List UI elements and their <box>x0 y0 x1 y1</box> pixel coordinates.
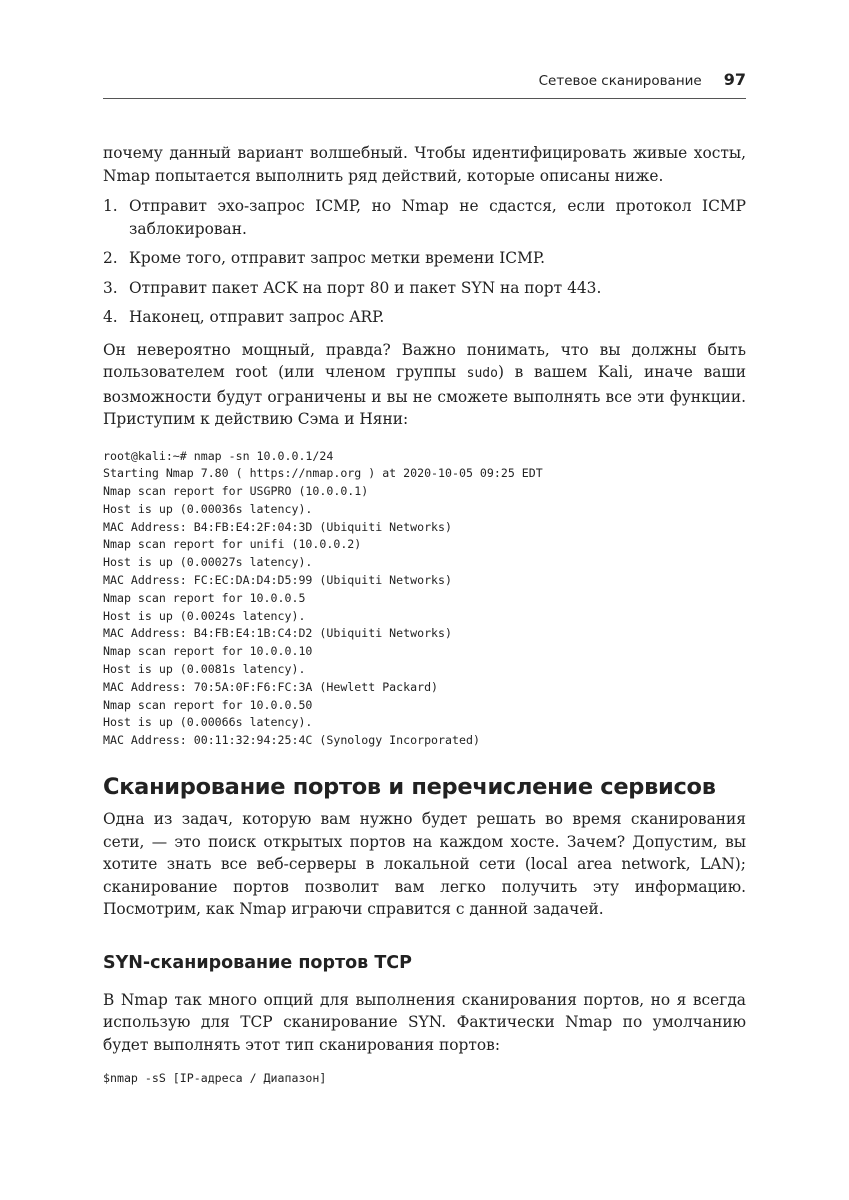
code-line: Nmap scan report for unifi (10.0.0.2) <box>103 537 362 552</box>
list-item-number: 1. <box>103 197 118 215</box>
body-paragraph <box>103 339 746 431</box>
code-line: Nmap scan report for 10.0.0.5 <box>103 590 306 605</box>
list-item <box>103 306 746 329</box>
paragraph-text: ) в вашем Kali, иначе ваши возможности будут ограничены и вы не сможете выполнять все эти функции. Приступим к действию Сэма и Няни: <box>103 363 746 428</box>
list-item-text: Кроме того, отправит запрос метки времени ICMP. <box>129 249 545 267</box>
subsection-paragraph: В Nmap так много опций для выполнения сканирования портов, но я всегда использую для TCP сканирование SYN. Фактически Nmap по умолчанию будет выполнять этот тип сканирования портов: <box>103 990 746 1054</box>
list-item <box>103 247 746 270</box>
list-item-number: 4. <box>103 308 118 326</box>
code-line: MAC Address: 00:11:32:94:25:4C (Synology Incorporated) <box>103 733 480 748</box>
code-line: MAC Address: B4:FB:E4:2F:04:3D (Ubiquiti Networks) <box>103 519 453 534</box>
subsection-heading: SYN-сканирование портов TCP <box>103 952 412 973</box>
code-line: root@kali:~# nmap -sn 10.0.0.1/24 <box>103 448 334 463</box>
list-item <box>103 195 746 240</box>
running-header-section: Сетевое сканирование <box>538 73 702 89</box>
code-line: Starting Nmap 7.80 ( https://nmap.org ) at 2020-10-05 09:25 EDT <box>103 466 543 481</box>
page-number: 97 <box>723 70 746 89</box>
code-line: Nmap scan report for USGPRO (10.0.0.1) <box>103 484 369 499</box>
list-item-text: Отправит пакет ACK на порт 80 и пакет SYN на порт 443. <box>129 278 602 297</box>
code-block <box>103 448 746 751</box>
code-line: Host is up (0.0081s latency). <box>103 662 306 677</box>
section-heading: Сканирование портов и перечисление сервисов <box>103 774 716 801</box>
list-item-number: 2. <box>103 249 118 267</box>
code-line: Host is up (0.00066s latency). <box>103 715 313 730</box>
header-rule <box>103 98 746 99</box>
running-header <box>103 70 746 94</box>
code-line: Nmap scan report for 10.0.0.10 <box>103 644 313 659</box>
page-body <box>103 142 746 1088</box>
list-item-number: 3. <box>103 278 118 297</box>
code-line: MAC Address: FC:EC:DA:D4:D5:99 (Ubiquiti Networks) <box>103 573 453 588</box>
inline-code: sudo <box>466 366 498 381</box>
list-item-text: Наконец, отправит запрос ARP. <box>129 308 385 326</box>
steps-list <box>103 195 746 329</box>
list-item <box>103 277 746 300</box>
section-paragraph: Одна из задач, которую вам нужно будет решать во время сканирования сети, — это поиск открытых портов на каждом хосте. Зачем? Допустим, вы хотите знать все веб-серверы в локальной сети (local area network, LAN); сканирование портов позволит вам легко получить эту информацию. Посмотрим, как Nmap играючи справится с данной задачей. <box>103 810 746 919</box>
intro-paragraph: почему данный вариант волшебный. Чтобы идентифицировать живые хосты, Nmap попытается выполнить ряд действий, которые описаны ниже. <box>103 144 746 185</box>
code-line: Host is up (0.0024s latency). <box>103 608 306 623</box>
code-line: MAC Address: B4:FB:E4:1B:C4:D2 (Ubiquiti Networks) <box>103 626 453 641</box>
code-line: Host is up (0.00036s latency). <box>103 501 313 516</box>
code-line: Nmap scan report for 10.0.0.50 <box>103 697 313 712</box>
code-line: MAC Address: 70:5A:0F:F6:FC:3A (Hewlett Packard) <box>103 679 439 694</box>
code-line: Host is up (0.00027s latency). <box>103 555 313 570</box>
list-item-text: Отправит эхо-запрос ICMP, но Nmap не сдастся, если протокол ICMP заблокирован. <box>129 197 746 238</box>
paragraph-text: Он невероятно мощный, правда? Важно понимать, что вы должны быть пользователем root (или членом группы <box>103 340 746 381</box>
command-example: $nmap -sS [IP-адреса / Диапазон] <box>103 1071 327 1086</box>
